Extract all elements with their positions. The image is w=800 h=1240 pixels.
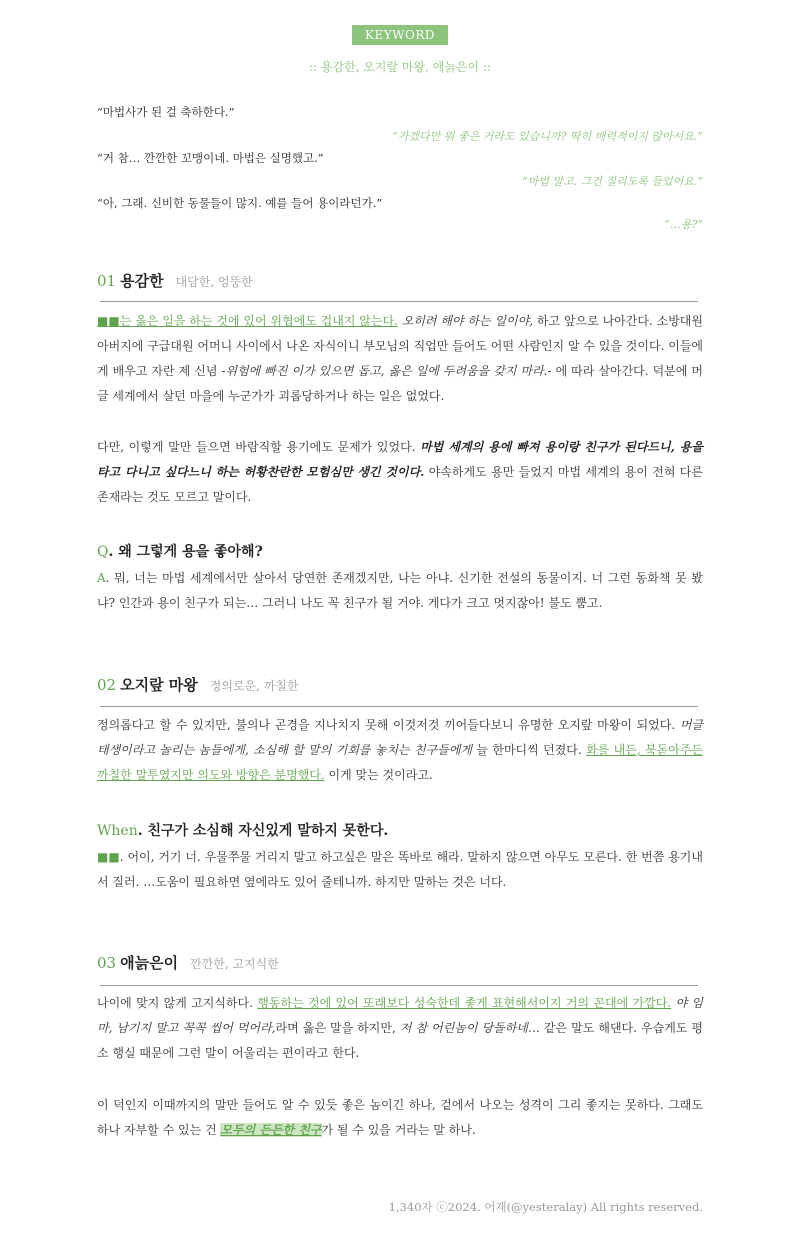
body-text: 라며 옳은 말을 하지만,: [275, 1021, 400, 1035]
body-text: 이 덕인지 이때까지의 말만 들어도 알 수 있듯 좋은 놈이긴 하나, 겉에서 나오는 성격이 그리 좋지는 못하다. 그래도 하나 자부할 수 있는 건: [97, 1098, 703, 1137]
dialogue-line: “아, 그래. 신비한 동물들이 많지. 예를 들어 용이라던가.”: [97, 196, 383, 210]
section-paragraph: [97, 713, 703, 788]
italic-text: 저 참 어린놈이 당돌하네…: [399, 1021, 540, 1035]
question-heading: [97, 820, 703, 840]
body-text: 이게 맞는 것이라고.: [324, 768, 433, 782]
section-divider: [100, 706, 698, 707]
section-paragraph: [97, 991, 703, 1066]
section-title: 오지랖 마왕: [120, 676, 198, 694]
answer-paragraph: [97, 566, 703, 616]
question-text: . 친구가 소심해 자신있게 말하지 못한다.: [137, 823, 389, 839]
section-number: 03: [97, 954, 117, 972]
body-text: 다만, 이렇게 말만 들으면 바람직할 용기에도 문제가 있었다.: [97, 440, 421, 454]
section-paragraph: [97, 309, 703, 409]
dialogue-reply: “마법 말고. 그건 질리도록 들었어요.”: [522, 175, 703, 188]
question-heading: [97, 541, 703, 561]
section-number: 01: [97, 272, 117, 290]
dialogue-reply: “…용?”: [664, 218, 703, 231]
body-text: 늘 한마디씩 던졌다.: [472, 743, 587, 757]
answer-text: . 뭐, 너는 마법 세계에서만 살아서 당연한 존재겠지만, 나는 아냐. 신기한 전설의 동물이지. 너 그런 동화책 못 봤냐? 인간과 용이 친구가 되는… 그러니 나도 꼭 친구가 될 거야. 게다가 크고 멋지잖아! 불도 뿜고.: [97, 571, 703, 610]
section-divider: [100, 985, 698, 986]
keyword-badge-wrap: [0, 24, 800, 45]
footer-copyright: 1,340자 ⓒ2024. 어재(@yesteralay) All rights reserved.: [388, 1200, 703, 1214]
dialogue-line: “거 참… 깐깐한 꼬맹이네. 마법은 실명했고.”: [97, 151, 324, 165]
dialogue-line: “마법사가 된 걸 축하한다.”: [97, 105, 235, 119]
section-paragraph: [97, 1093, 703, 1143]
section-number: 02: [97, 676, 117, 694]
italic-text: 야 임마, 남기지 말고 꼭꼭 씹어 먹어라,: [97, 996, 703, 1035]
body-text: 정의롭다고 할 수 있지만, 불의나 곤경을 지나치지 못해 이것저것 끼어들다보니 유명한 오지랖 마왕이 되었다.: [97, 718, 680, 732]
section-heading: [97, 674, 703, 695]
keyword-list: :: 용감한, 오지랖 마왕, 애늙은이 ::: [309, 60, 491, 74]
section-heading: [97, 270, 703, 291]
bold-italic-text: 마법 세계의 용에 빠져 용이랑 친구가 된다드니, 용을 타고 다니고 싶다느니 하는 허황찬란한 모험심만 생긴 것이다.: [97, 440, 703, 479]
body-text: - 에 따라 살아간다. 덕분에 머글 세계에서 살던 마을에 누군가가 괴롭당하거나 하는 일은 없었다.: [97, 364, 703, 403]
body-text: 같은 말도 해댄다. 우습게도 평소 행실 때문에 그런 말이 어울리는 편이라고 한다.: [97, 1021, 704, 1060]
keyword-badge: KEYWORD: [352, 25, 448, 45]
highlight-text: 모두의 든든한 친구: [220, 1123, 322, 1137]
body-text: 가 될 수 있을 거라는 말 하나.: [321, 1123, 476, 1137]
answer-label: A: [97, 571, 106, 585]
section-divider: [100, 301, 698, 302]
question-label: Q: [97, 544, 109, 560]
italic-text: 위험에 빠진 이가 있으면 돕고, 옳은 일에 두려움을 갖지 마라.: [225, 364, 548, 378]
question-text: . 왜 그렇게 용을 좋아해?: [108, 544, 263, 560]
body-text: 야속하게도 용만 들었지 마법 세계의 용이 전혀 다른 존재라는 것도 모르고 말이다.: [97, 465, 703, 504]
section-subtitle: 정의로운, 까칠한: [209, 679, 299, 693]
dialogue-reply: “가겠다만 뭐 좋은 거라도 있습니까? 딱히 매력적이지 않아서요.”: [392, 130, 703, 143]
highlight-text: 행동하는 것에 있어 또래보다 성숙한데 좋게 표현해서이지 거의 꼰대에 가깝다.: [257, 996, 672, 1010]
section-subtitle: 깐깐한, 고지식한: [190, 957, 279, 971]
question-label: When: [97, 823, 138, 839]
answer-text: . 어이, 거기 너. 우물쭈물 거리지 말고 하고싶은 말은 똑바로 해라. 말하지 않으면 아무도 모른다. 한 번쯤 용기내서 질러. …도움이 필요하면 옆에라도 있어 줄테니까. 하지만 말하는 것은 너다.: [97, 850, 703, 889]
answer-label: ■■: [97, 850, 120, 864]
section-paragraph: [97, 435, 703, 510]
body-text: 하고 앞으로 나아간다. 소방대원 아버지에 구급대원 어머니 사이에서 나온 자식이니 부모님의 직업만 들어도 어떤 사람인지 알 수 있을 것이다. 이들에게 배우고 자란 제 신념 -: [97, 314, 703, 378]
section-title: 용감한: [120, 272, 164, 290]
italic-text: 머글 태생이라고 놀리는 놈들에게, 소심해 할 말의 기회를 놓치는 친구들에게: [97, 718, 703, 757]
highlight-text: ■■는 옳은 일을 하는 것에 있어 위협에도 겁내지 않는다.: [97, 314, 398, 328]
section-title: 애늙은이: [120, 954, 179, 972]
section-heading: [97, 952, 703, 973]
answer-paragraph: [97, 845, 703, 895]
section-subtitle: 대담한, 엉뚱한: [175, 275, 253, 289]
italic-text: 오히려 해야 하는 일이야,: [397, 314, 534, 328]
body-text: 나이에 맞지 않게 고지식하다.: [97, 996, 258, 1010]
highlight-text: 화를 내든, 북돋아주든 까칠한 말투였지만 의도와 방향은 분명했다.: [97, 743, 703, 782]
